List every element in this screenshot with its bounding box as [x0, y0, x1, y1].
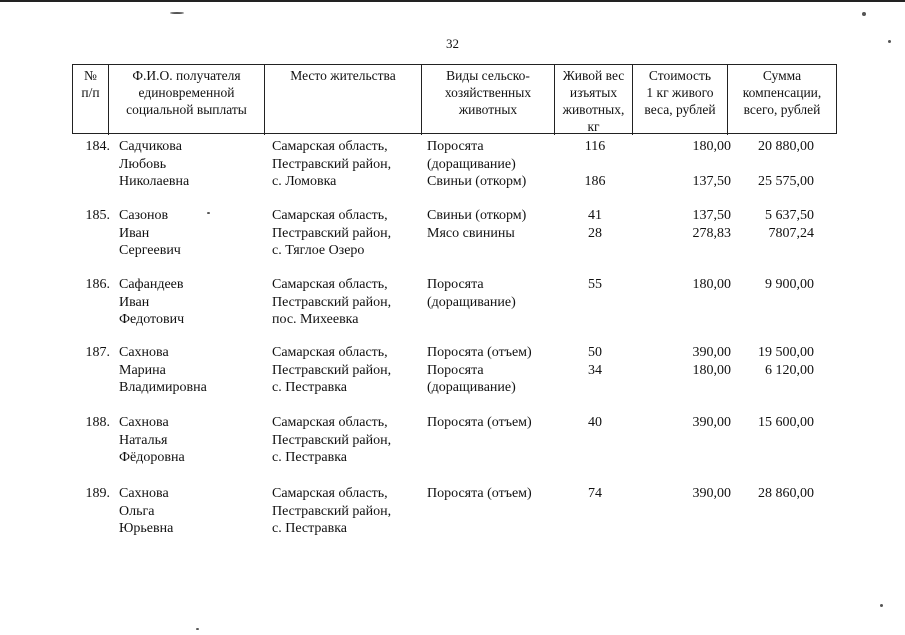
cell-total — [730, 414, 814, 432]
cell-num: 187. — [85, 345, 110, 360]
cell-total — [730, 207, 814, 242]
cell-name: Сафандеев Иван Федотович — [119, 277, 185, 328]
cell-name: Садчикова Любовь Николаевна — [119, 139, 190, 190]
cell-total — [730, 138, 814, 191]
cell-weight-value: 116 — [584, 139, 606, 154]
cell-weight — [558, 485, 632, 503]
cell-total — [730, 485, 814, 503]
cell-price-value: 390,00 — [692, 415, 731, 430]
cell-num: 185. — [85, 208, 110, 223]
cell-weight-value: 28 — [588, 225, 602, 241]
column-header-price: Стоимость 1 кг живого веса, рублей — [633, 65, 728, 135]
cell-kind: Поросята (отъем) Поросята (доращивание) — [427, 345, 532, 396]
cell-name: Сахнова Марина Владимировна — [119, 345, 207, 396]
page-top-border — [0, 0, 905, 2]
cell-price-value: 278,83 — [692, 225, 731, 241]
cell-price — [636, 138, 731, 191]
cell-num: 186. — [85, 277, 110, 292]
cell-total-value: 9 900,00 — [765, 277, 814, 292]
cell-price-value: 180,00 — [692, 362, 731, 378]
column-header-name: Ф.И.О. получателя единовременной социальной выплаты — [109, 65, 265, 135]
cell-place: Самарская область, Пестравский район, с. Ломовка — [272, 139, 392, 190]
cell-weight-value: 40 — [588, 415, 602, 430]
cell-weight-value: 55 — [588, 277, 602, 292]
cell-price-value: 390,00 — [692, 345, 731, 360]
cell-name: Сазонов Иван Сергеевич — [119, 208, 181, 259]
cell-total-value: 6 120,00 — [765, 362, 814, 378]
cell-total-value: 15 600,00 — [758, 415, 814, 430]
cell-num: 184. — [85, 139, 110, 154]
cell-weight-value: 41 — [588, 208, 602, 223]
cell-total-value: 5 637,50 — [765, 208, 814, 223]
column-header-place: Место жительства — [265, 65, 422, 135]
cell-weight — [558, 344, 632, 379]
cell-price-value: 137,50 — [692, 208, 731, 223]
cell-price-value: 180,00 — [692, 277, 731, 292]
cell-num: 189. — [85, 486, 110, 501]
cell-price — [636, 276, 731, 294]
column-header-total: Сумма компенсации, всего, рублей — [742, 68, 822, 117]
cell-weight — [558, 207, 632, 242]
cell-kind: Поросята (отъем) — [427, 486, 532, 501]
column-header-num: № п/п — [73, 65, 109, 135]
cell-place: Самарская область, Пестравский район, с. Пестравка — [272, 345, 392, 396]
cell-num: 188. — [85, 415, 110, 430]
scan-speck — [170, 12, 184, 14]
page-number: 32 — [446, 36, 459, 51]
cell-place: Самарская область, Пестравский район, с. Тяглое Озеро — [272, 208, 392, 259]
cell-total-value: 20 880,00 — [758, 139, 814, 154]
cell-weight — [558, 276, 632, 294]
scan-speck — [196, 628, 199, 630]
column-header-weight: Живой вес изъятых животных, кг — [555, 65, 633, 135]
cell-place: Самарская область, Пестравский район, пос. Михеевка — [272, 277, 392, 328]
cell-place: Самарская область, Пестравский район, с. Пестравка — [272, 415, 392, 466]
cell-kind: Свиньи (откорм) Мясо свинины — [427, 208, 527, 241]
cell-weight — [558, 414, 632, 432]
cell-total-value: 28 860,00 — [758, 486, 814, 501]
scan-speck — [207, 212, 210, 214]
cell-price — [636, 207, 731, 242]
cell-total — [730, 276, 814, 294]
cell-weight-value: 34 — [588, 362, 602, 378]
cell-place: Самарская область, Пестравский район, с. Пестравка — [272, 486, 392, 537]
table-header — [72, 64, 837, 134]
cell-total-value: 25 575,00 — [758, 174, 814, 190]
scan-speck — [880, 604, 883, 607]
cell-price — [636, 344, 731, 379]
cell-weight — [558, 138, 632, 191]
cell-weight-value: 186 — [584, 174, 606, 190]
cell-price-value: 137,50 — [692, 174, 731, 190]
scan-speck — [888, 40, 891, 43]
cell-price-value: 180,00 — [692, 139, 731, 154]
scan-speck — [862, 12, 866, 16]
cell-weight-value: 74 — [588, 486, 602, 501]
column-header-kind: Виды сельско- хозяйственных животных — [422, 65, 555, 135]
cell-price — [636, 414, 731, 432]
cell-total-value: 19 500,00 — [758, 345, 814, 360]
cell-kind: Поросята (отъем) — [427, 415, 532, 430]
cell-name: Сахнова Наталья Фёдоровна — [119, 415, 185, 466]
cell-kind: Поросята (доращивание) — [427, 277, 516, 310]
cell-price — [636, 485, 731, 503]
cell-total-value: 7807,24 — [768, 225, 814, 241]
cell-kind: Поросята (доращивание) Свиньи (откорм) — [427, 139, 527, 190]
cell-total — [730, 344, 814, 379]
cell-price-value: 390,00 — [692, 486, 731, 501]
cell-name: Сахнова Ольга Юрьевна — [119, 486, 174, 537]
cell-weight-value: 50 — [588, 345, 602, 360]
